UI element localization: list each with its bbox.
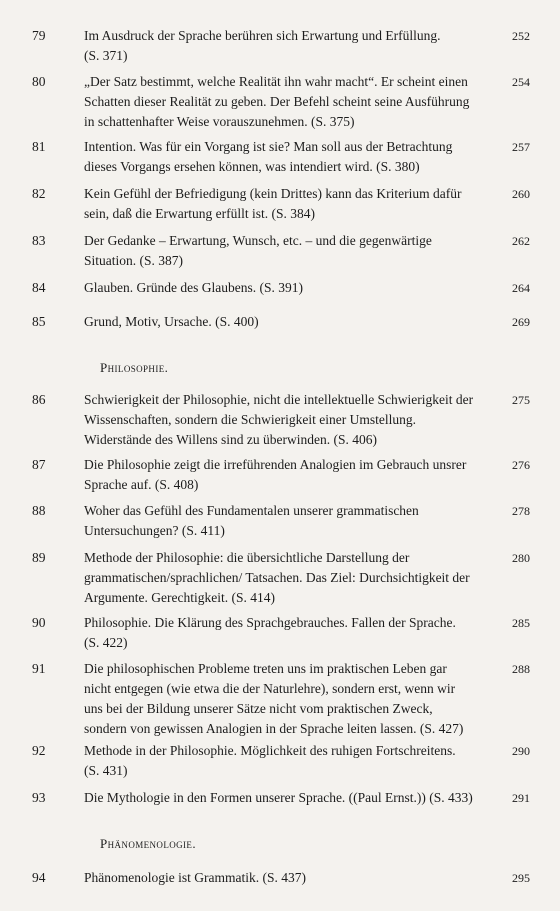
entry-page-number: 254: [512, 75, 530, 89]
entry-page-number: 264: [512, 281, 530, 295]
entry-number: 80: [32, 74, 46, 89]
entry-text: [84, 659, 484, 739]
entry-number: 89: [32, 550, 46, 565]
entry-line: (S. 422): [84, 635, 128, 650]
entry-number: 82: [32, 186, 46, 201]
entry-text: [84, 741, 484, 781]
entry-line: Methode in der Philosophie. Möglichkeit des ruhigen Fortschreitens.: [84, 743, 456, 758]
entry-line: Methode der Philosophie: die übersichtliche Darstellung der: [84, 550, 410, 565]
entry-number: 81: [32, 139, 46, 154]
entry-page-number: 291: [512, 791, 530, 805]
entry-number: 94: [32, 870, 46, 885]
entry-line: Der Gedanke – Erwartung, Wunsch, etc. – und die gegenwärtige: [84, 233, 432, 248]
entry-page-number: 262: [512, 234, 530, 248]
entry-line: Grund, Motiv, Ursache. (S. 400): [84, 314, 259, 329]
entry-text: [84, 501, 484, 541]
entry-page-number: 252: [512, 29, 530, 43]
entry-number: 83: [32, 233, 46, 248]
entry-text: [84, 868, 484, 888]
entry-page-number: 278: [512, 504, 530, 518]
entry-line: Die Philosophie zeigt die irreführenden Analogien im Gebrauch unsrer: [84, 457, 467, 472]
entry-number: 93: [32, 790, 46, 805]
entry-text: [84, 278, 484, 298]
entry-line: uns bei der Bildung unserer Sätze nicht vom praktischen Zweck,: [84, 701, 433, 716]
entry-page-number: 290: [512, 744, 530, 758]
entry-line: Woher das Gefühl des Fundamentalen unserer grammatischen: [84, 503, 419, 518]
entry-line: Widerstände des Willens sind zu überwinden. (S. 406): [84, 432, 377, 447]
entry-line: (S. 371): [84, 48, 128, 63]
entry-line: Glauben. Gründe des Glaubens. (S. 391): [84, 280, 303, 295]
entry-line: Die philosophischen Probleme treten uns im praktischen Leben gar: [84, 661, 447, 676]
entry-line: Wissenschaften, sondern die Schwierigkeit einer Umstellung.: [84, 412, 416, 427]
entry-line: Schatten dieser Realität zu geben. Der Befehl scheint seine Ausführung: [84, 94, 470, 109]
entry-line: sondern von gewissen Analogien in der Sprache leiten lassen. (S. 427): [84, 721, 464, 736]
entry-text: [84, 26, 484, 66]
entry-line: Philosophie. Die Klärung des Sprachgebrauches. Fallen der Sprache.: [84, 615, 456, 630]
entry-line: nicht entgegen (wie etwa die der Naturlehre), sondern erst, wenn wir: [84, 681, 456, 696]
entry-page-number: 280: [512, 551, 530, 565]
entry-line: Argumente. Gerechtigkeit. (S. 414): [84, 590, 275, 605]
entry-number: 84: [32, 280, 46, 295]
section-heading-phaenomenologie: Phänomenologie.: [100, 836, 196, 851]
entry-page-number: 295: [512, 871, 530, 885]
entry-line: „Der Satz bestimmt, welche Realität ihn wahr macht“. Er scheint einen: [84, 74, 468, 89]
entry-number: 87: [32, 457, 46, 472]
entry-page-number: 275: [512, 393, 530, 407]
entry-text: [84, 312, 484, 332]
entry-number: 86: [32, 392, 46, 407]
entry-number: 92: [32, 743, 46, 758]
entry-line: Im Ausdruck der Sprache berühren sich Erwartung und Erfüllung.: [84, 28, 441, 43]
entry-line: dieses Vorgangs ersehen können, was intendiert wird. (S. 380): [84, 159, 420, 174]
entry-text: [84, 390, 484, 450]
entry-text: [84, 184, 484, 224]
entry-text: [84, 231, 484, 271]
entry-text: [84, 788, 484, 808]
entry-page-number: 269: [512, 315, 530, 329]
entry-number: 88: [32, 503, 46, 518]
entry-page-number: 285: [512, 616, 530, 630]
entry-page-number: 288: [512, 662, 530, 676]
entry-number: 91: [32, 661, 46, 676]
section-heading-philosophie: Philosophie.: [100, 360, 169, 375]
entry-line: grammatischen/sprachlichen/ Tatsachen. Das Ziel: Durchsichtigkeit der: [84, 570, 470, 585]
entry-line: Intention. Was für ein Vorgang ist sie? Man soll aus der Betrachtung: [84, 139, 453, 154]
entry-line: sein, daß die Erwartung erfüllt ist. (S. 384): [84, 206, 315, 221]
entry-line: Untersuchungen? (S. 411): [84, 523, 225, 538]
entry-text: [84, 613, 484, 653]
entry-line: Die Mythologie in den Formen unserer Sprache. ((Paul Ernst.)) (S. 433): [84, 790, 473, 805]
entry-line: Schwierigkeit der Philosophie, nicht die intellektuelle Schwierigkeit der: [84, 392, 474, 407]
entry-page-number: 257: [512, 140, 530, 154]
entry-line: in schattenhafter Weise vorauszunehmen. (S. 375): [84, 114, 355, 129]
entry-page-number: 276: [512, 458, 530, 472]
entry-line: (S. 431): [84, 763, 128, 778]
entry-text: [84, 137, 484, 177]
entry-text: [84, 72, 484, 132]
entry-number: 79: [32, 28, 46, 43]
entry-text: [84, 455, 484, 495]
entry-line: Sprache auf. (S. 408): [84, 477, 199, 492]
entry-line: Phänomenologie ist Grammatik. (S. 437): [84, 870, 306, 885]
entry-number: 85: [32, 314, 46, 329]
entry-line: Situation. (S. 387): [84, 253, 184, 268]
entry-text: [84, 548, 484, 608]
entry-number: 90: [32, 615, 46, 630]
entry-line: Kein Gefühl der Befriedigung (kein Drittes) kann das Kriterium dafür: [84, 186, 462, 201]
entry-page-number: 260: [512, 187, 530, 201]
